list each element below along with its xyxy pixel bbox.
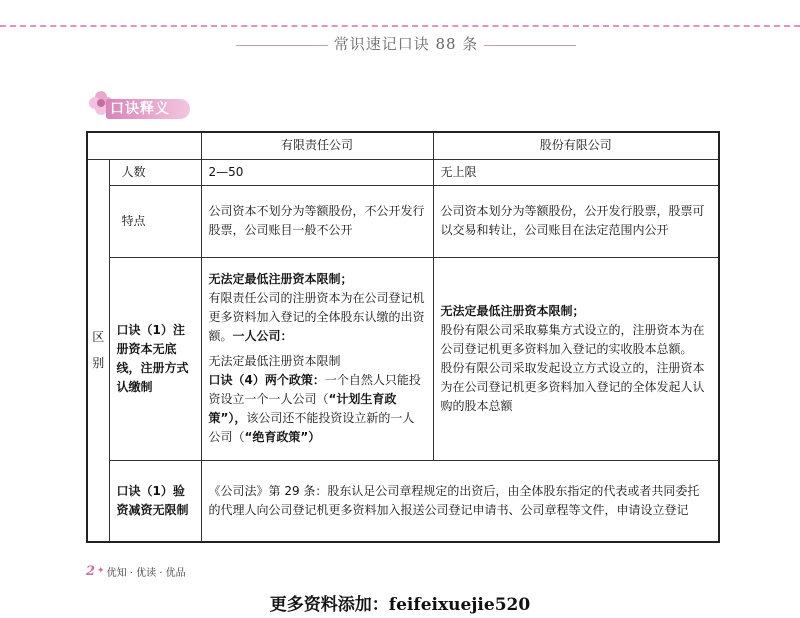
- page-header: [236, 30, 576, 56]
- row-label-people: 人数: [109, 159, 201, 185]
- group-label-cell: [87, 159, 109, 542]
- policy-text-d: “绝育政策”）: [244, 430, 321, 444]
- page-number: 2: [86, 563, 96, 579]
- header-cell-empty: [87, 132, 201, 159]
- header-cell-llc: 有限责任公司: [201, 132, 433, 159]
- cell-llc-people: 2—50: [201, 159, 433, 185]
- policy-text-a: 一个自然人只能投资设立一个一人公司（: [208, 373, 421, 406]
- table-row: [87, 257, 719, 460]
- llc-capital-text: 有限责任公司的注册资本为在公司登记机更多资料加入登记的全体股东认缴的出资额。: [208, 291, 425, 343]
- row-label-verification: 口诀（1）验资减资无限制: [109, 460, 201, 542]
- star-icon: ✦: [97, 566, 105, 576]
- table-row: [87, 460, 719, 542]
- cell-js-capital: [433, 257, 719, 460]
- footer-slogan: 优知 · 优读 · 优品: [106, 567, 186, 579]
- cell-js-people: 无上限: [433, 159, 719, 185]
- table-row: [87, 159, 719, 185]
- table-row: [87, 185, 719, 257]
- js-capital-para-2: 股份有限公司采取发起设立方式设立的，注册资本为在公司登记机更多资料加入登记的全体发起人认购的股本总额: [440, 360, 705, 413]
- js-capital-heading: 无法定最低注册资本限制；: [440, 303, 585, 318]
- llc-policy-para: [209, 371, 426, 447]
- policy-text-b: “计划生育政策”），: [208, 392, 397, 425]
- llc-one-person-text: 无法定最低注册资本限制: [208, 354, 341, 368]
- group-label: 区别: [92, 330, 105, 371]
- top-dashed-border: [0, 25, 800, 27]
- policy-lead: 口诀（4）两个政策：: [208, 373, 325, 387]
- section-badge: [86, 88, 198, 120]
- cell-verification: 《公司法》第 29 条：股东认足公司章程规定的出资后，由全体股东指定的代表或者共同委托的代理人向公司登记机更多资料加入报送公司登记申请书、公司章程等文件，申请设立登记: [201, 460, 719, 542]
- row-label-features: 特点: [109, 185, 201, 257]
- section-title: 口诀释义: [110, 101, 170, 117]
- footer-logo: [86, 563, 186, 579]
- cell-js-features: 公司资本划分为等额股份，公开发行股票，股票可以交易和转让，公司账目在法定范围内公开: [433, 185, 719, 257]
- header-cell-joint-stock: 股份有限公司: [433, 132, 719, 159]
- cell-llc-features: 公司资本不划分为等额股份，不公开发行股票，公司账目一般不公开: [201, 185, 433, 257]
- js-capital-para-1: 股份有限公司采取募集方式设立的，注册资本为在公司登记机更多资料加入登记的实收股本总额。: [440, 322, 705, 356]
- page-title: 常识速记口诀 88 条: [333, 34, 479, 53]
- llc-one-person-label: 一人公司：: [232, 329, 293, 343]
- policy-text-c: 该公司还不能投资设立新的一人公司（: [208, 411, 415, 444]
- comparison-table: [86, 131, 720, 543]
- table-header-row: [87, 132, 719, 159]
- row-label-capital: 口诀（1）注册资本无底线，注册方式认缴制: [109, 257, 201, 460]
- llc-capital-para: [209, 289, 426, 346]
- footer-note: 更多资料添加：feifeixuejie520: [269, 595, 531, 615]
- llc-capital-heading: 无法定最低注册资本限制；: [208, 272, 353, 286]
- cell-llc-capital: [201, 257, 433, 460]
